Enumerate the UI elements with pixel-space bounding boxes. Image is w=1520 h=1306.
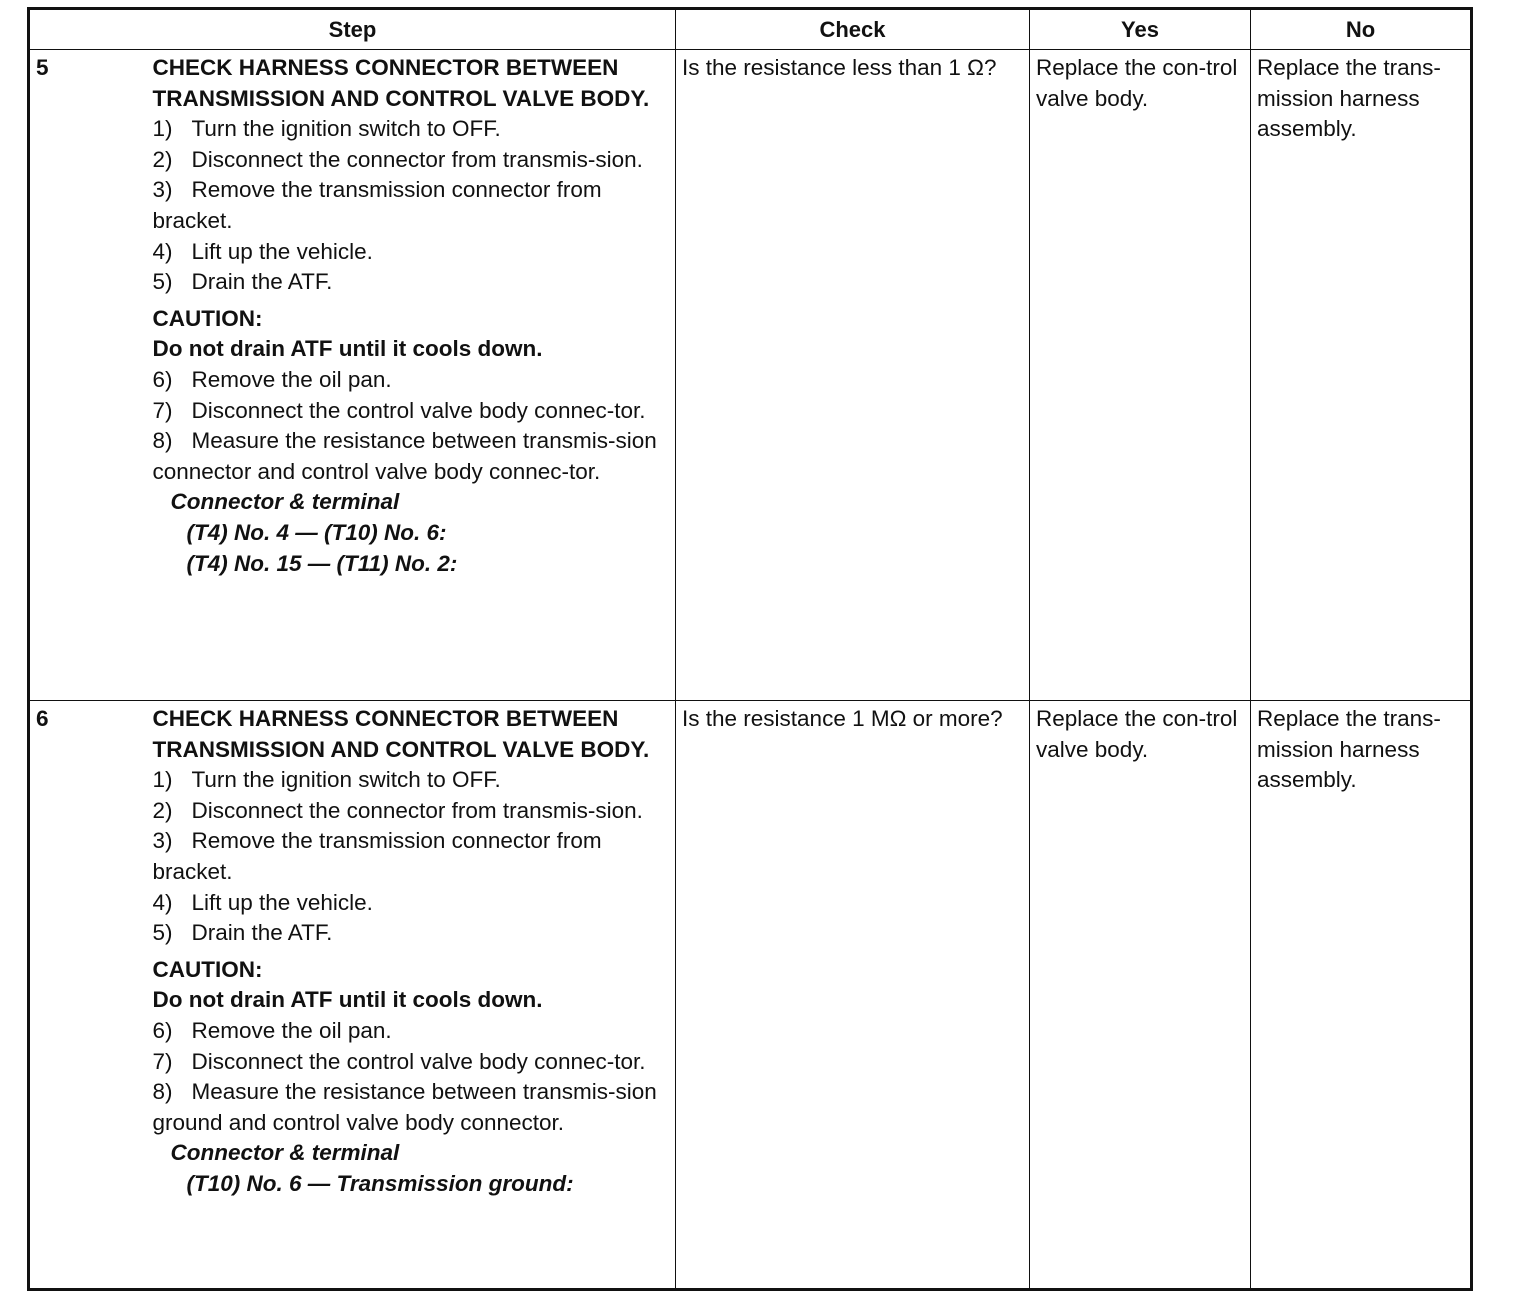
header-yes: Yes: [1030, 9, 1251, 50]
header-row: [29, 9, 1472, 50]
step-item: 7) Disconnect the control valve body connec-tor.: [152, 397, 646, 423]
step-title: CHECK HARNESS CONNECTOR BETWEEN TRANSMISSION AND CONTROL VALVE BODY.: [152, 55, 650, 111]
caution-text: Do not drain ATF until it cools down.: [152, 336, 543, 362]
yes-cell: Replace the con-trol valve body.: [1030, 50, 1251, 701]
no-cell: Replace the trans-mission harness assembly.: [1251, 701, 1472, 1290]
check-cell: Is the resistance less than 1 Ω?: [676, 50, 1030, 701]
connector-terminal-item: (T4) No. 4 — (T10) No. 6:: [186, 519, 447, 545]
check-cell: Is the resistance 1 MΩ or more?: [676, 701, 1030, 1290]
step-item: 6) Remove the oil pan.: [152, 1017, 392, 1043]
diagnostic-table: [27, 7, 1473, 1291]
step-item: 2) Disconnect the connector from transmis-sion.: [152, 146, 643, 172]
table-row: [29, 50, 1472, 701]
no-cell: Replace the trans-mission harness assembly.: [1251, 50, 1472, 701]
step-item: 6) Remove the oil pan.: [152, 366, 392, 392]
step-item: 8) Measure the resistance between transmis-sion ground and control valve body connector.: [152, 1079, 657, 1135]
header-check: Check: [676, 9, 1030, 50]
connector-terminal-label: Connector & terminal: [170, 1140, 400, 1166]
step-item: 4) Lift up the vehicle.: [152, 238, 373, 264]
step-item: 5) Drain the ATF.: [152, 920, 333, 946]
step-item: 4) Lift up the vehicle.: [152, 889, 373, 915]
step-item: 1) Turn the ignition switch to OFF.: [152, 116, 501, 142]
step-cell: [149, 701, 676, 1290]
yes-cell: Replace the con-trol valve body.: [1030, 701, 1251, 1290]
step-item: 2) Disconnect the connector from transmis-sion.: [152, 797, 643, 823]
connector-terminal-item: (T4) No. 15 — (T11) No. 2:: [186, 550, 458, 576]
step-item: 7) Disconnect the control valve body connec-tor.: [152, 1048, 646, 1074]
header-step: Step: [29, 9, 676, 50]
step-item: 1) Turn the ignition switch to OFF.: [152, 767, 501, 793]
step-item: 5) Drain the ATF.: [152, 269, 333, 295]
step-cell: [149, 50, 676, 701]
caution-label: CAUTION:: [152, 305, 263, 331]
caution-label: CAUTION:: [152, 956, 263, 982]
caution-text: Do not drain ATF until it cools down.: [152, 987, 543, 1013]
header-no: No: [1251, 9, 1472, 50]
step-number: 5: [29, 50, 149, 701]
step-title: CHECK HARNESS CONNECTOR BETWEEN TRANSMISSION AND CONTROL VALVE BODY.: [152, 706, 650, 762]
step-item: 8) Measure the resistance between transmis-sion connector and control valve body connec-tor.: [152, 428, 657, 484]
table-row: [29, 701, 1472, 1290]
step-item: 3) Remove the transmission connector from bracket.: [152, 828, 602, 884]
connector-terminal-item: (T10) No. 6 — Transmission ground:: [186, 1170, 574, 1196]
step-number: 6: [29, 701, 149, 1290]
step-item: 3) Remove the transmission connector from bracket.: [152, 177, 602, 233]
connector-terminal-label: Connector & terminal: [170, 489, 400, 515]
